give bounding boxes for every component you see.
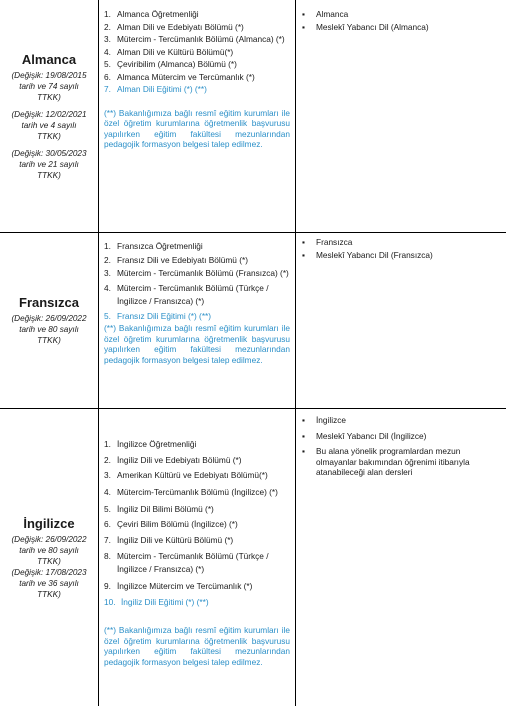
change-note: (Değişik: 19/08/2015 tarih ve 74 sayılı TTKK) (11, 70, 87, 102)
item-number: 6. (104, 519, 111, 529)
item-text: Alman Dili ve Edebiyatı Bölümü (*) (117, 21, 244, 32)
list-item (302, 9, 500, 20)
item-text: Alman Dili Eğitimi (*) (**) (117, 84, 207, 94)
list-item (104, 486, 290, 499)
item-text: Almanca Öğretmenliği (117, 9, 199, 19)
program-cell-ingilizce (99, 439, 295, 667)
item-text: Mütercim - Tercümanlık Bölümü (Türkçe / İngilizce / Fransızca) (*) (117, 282, 269, 306)
program-cell-almanca (99, 9, 295, 150)
program-list (104, 439, 290, 607)
item-text: Alman Dili ve Kültürü Bölümü(*) (117, 46, 234, 57)
list-item (104, 34, 290, 45)
bullet-icon: ▪ (302, 446, 305, 456)
item-text: İngiliz Dili Eğitimi (*) (**) (121, 596, 209, 607)
list-item (302, 250, 500, 261)
bullet-icon: ▪ (302, 237, 305, 247)
field-cell-ingilizce (296, 415, 506, 478)
list-item (104, 311, 290, 322)
bullet-icon: ▪ (302, 21, 305, 32)
language-cell-ingilizce (0, 409, 98, 706)
list-item (104, 597, 290, 608)
list-item (104, 9, 290, 20)
item-text: İngiliz Dili ve Edebiyatı Bölümü (*) (117, 454, 242, 465)
program-list (104, 241, 290, 321)
item-number: 5. (104, 59, 111, 69)
list-item (104, 47, 290, 58)
item-text: İngiliz Dil Bilimi Bölümü (*) (117, 503, 214, 514)
item-number: 4. (104, 46, 111, 57)
field-cell-almanca (296, 9, 506, 32)
list-item (104, 504, 290, 515)
item-number: 7. (104, 534, 111, 545)
item-number: 3. (104, 34, 111, 44)
list-item (104, 72, 290, 83)
list-item (104, 470, 290, 481)
item-text: Fransızca Öğretmenliği (117, 241, 203, 251)
item-number: 2. (104, 254, 111, 265)
item-text: Amerikan Kültürü ve Edebiyatı Bölümü(*) (117, 470, 268, 480)
list-item (302, 431, 500, 442)
bullet-icon: ▪ (302, 9, 305, 19)
item-number: 7. (104, 84, 111, 94)
item-text: İngilizce Mütercim ve Tercümanlık (*) (117, 581, 253, 591)
item-text: Fransız Dili Eğitimi (*) (**) (117, 310, 212, 321)
list-item (104, 535, 290, 546)
field-list (302, 237, 500, 260)
list-item (104, 550, 290, 576)
field-list (302, 9, 500, 32)
bullet-icon: ▪ (302, 249, 305, 260)
footnote: (**) Bakanlığımıza bağlı resmî eğitim kurumları ile özel öğretim kurumlarına öğretmenlik başvurusu yapılırken eğitim fakültesi mezunlarından pedagojik formasyon belgesi talep edilmez. (104, 625, 290, 667)
program-list (104, 9, 290, 95)
list-item (104, 581, 290, 592)
item-text: Mütercim-Tercümanlık Bölümü (İngilizce) (*) (117, 486, 278, 497)
footnote: (**) Bakanlığımıza bağlı resmî eğitim kurumları ile özel öğretim kurumlarına öğretmenlik başvurusu yapılırken eğitim fakültesi mezunlarından pedagojik formasyon belgesi talep edilmez. (104, 107, 290, 149)
item-text: Almanca (316, 9, 349, 19)
item-text: Çeviribilim (Almanca) Bölümü (*) (117, 59, 237, 69)
bullet-icon: ▪ (302, 415, 305, 425)
change-note: (Değişik: 30/05/2023 tarih ve 21 sayılı TTKK) (11, 148, 87, 180)
list-item (104, 84, 290, 95)
language-cell-almanca (0, 0, 98, 232)
bullet-icon: ▪ (302, 430, 305, 441)
list-item (104, 455, 290, 466)
language-name: İngilizce (23, 515, 75, 531)
language-name: Fransızca (19, 295, 79, 310)
item-number: 8. (104, 551, 111, 561)
item-text: Meslekî Yabancı Dil (İngilizce) (316, 430, 427, 441)
list-item (104, 22, 290, 33)
item-text: Mütercim - Tercümanlık Bölümü (Fransızca) (*) (117, 268, 289, 278)
column-divider (295, 0, 296, 706)
list-item (302, 237, 500, 248)
footnote: (**) Bakanlığımıza bağlı resmî eğitim kurumları ile özel öğretim kurumlarına öğretmenlik başvurusu yapılırken eğitim fakültesi mezunlarından pedagojik formasyon belgesi talep edilmez. (104, 323, 290, 365)
list-item (104, 241, 290, 252)
item-number: 3. (104, 268, 111, 278)
list-item (104, 282, 290, 308)
item-text: Mütercim - Tercümanlık Bölümü (Almanca) (*) (117, 34, 285, 44)
change-note: (Değişik: 26/09/2022 tarih ve 80 sayılı TTKK) (11, 314, 87, 345)
item-number: 5. (104, 503, 111, 514)
item-number: 4. (104, 282, 111, 293)
item-text: Çeviri Bilim Bölümü (İngilizce) (*) (117, 519, 238, 529)
change-note: (Değişik: 26/09/2022 tarih ve 80 sayılı TTKK) (11, 534, 87, 566)
language-cell-fransizca (0, 233, 98, 408)
change-note: (Değişik: 12/02/2021 tarih ve 4 sayılı TTKK) (11, 109, 87, 141)
item-text: Meslekî Yabancı Dil (Almanca) (316, 21, 429, 32)
list-item (302, 415, 500, 426)
list-item (302, 22, 500, 33)
list-item (104, 59, 290, 70)
item-number: 2. (104, 454, 111, 465)
item-text: İngilizce (316, 415, 346, 425)
item-number: 1. (104, 9, 111, 19)
item-number: 2. (104, 21, 111, 32)
item-text: İngilizce Öğretmenliği (117, 439, 197, 449)
list-item (104, 268, 290, 279)
item-number: 5. (104, 310, 111, 321)
list-item (104, 439, 290, 450)
field-cell-fransizca (296, 237, 506, 260)
item-number: 9. (104, 581, 111, 591)
field-list (302, 415, 500, 478)
list-item (104, 519, 290, 530)
item-number: 3. (104, 470, 111, 480)
list-item (104, 255, 290, 266)
item-text: İngiliz Dili ve Kültürü Bölümü (*) (117, 534, 234, 545)
change-note: (Değişik: 17/08/2023 tarih ve 36 sayılı TTKK) (11, 567, 87, 599)
item-number: 1. (104, 439, 111, 449)
item-text: Meslekî Yabancı Dil (Fransızca) (316, 249, 433, 260)
item-text: Fransızca (316, 237, 353, 247)
item-text: Almanca Mütercim ve Tercümanlık (*) (117, 71, 255, 82)
item-text: Mütercim - Tercümanlık Bölümü (Türkçe / İngilizce / Fransızca) (*) (117, 551, 269, 574)
item-number: 1. (104, 241, 111, 251)
item-text: Bu alana yönelik programlardan mezun olmayanlar bakımından öğrenimi itibarıyla atanabileceği alan dersleri (316, 446, 470, 477)
item-number: 4. (104, 486, 111, 497)
list-item (302, 446, 500, 478)
program-cell-fransizca (99, 241, 295, 365)
item-number: 10. (104, 596, 116, 607)
language-name: Almanca (21, 51, 77, 67)
item-number: 6. (104, 71, 111, 82)
item-text: Fransız Dili ve Edebiyatı Bölümü (*) (117, 254, 248, 265)
